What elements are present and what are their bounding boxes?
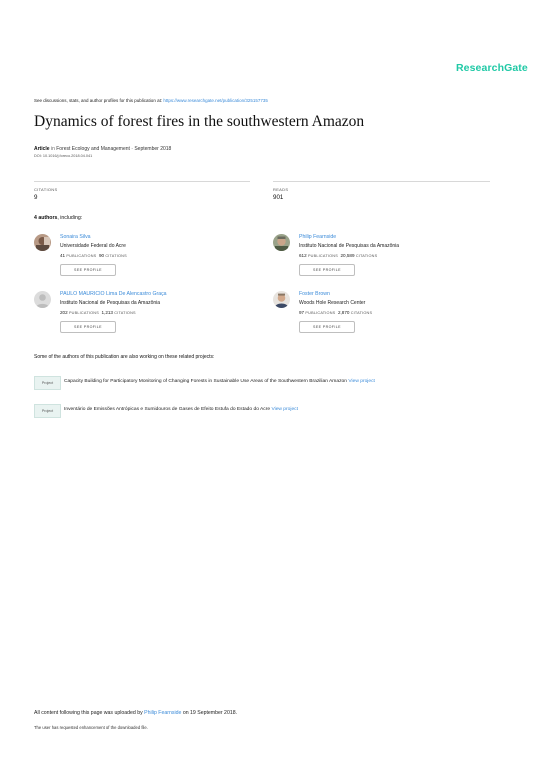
project-item: [64, 407, 298, 412]
author-stats: [299, 253, 377, 258]
author-affiliation: Instituto Nacional de Pesquisas da Amazônia: [60, 300, 161, 306]
see-discussions-text: See discussions, stats, and author profiles for this publication at:: [34, 98, 164, 103]
project-item: [64, 379, 375, 384]
author-citations-count: 20,589: [340, 253, 355, 258]
author-publications-count: 97: [299, 310, 305, 315]
project-badge: Project: [34, 376, 61, 390]
uploader-name-link[interactable]: Philip Fearnside: [144, 710, 182, 716]
author-name[interactable]: Philip Fearnside: [299, 234, 337, 240]
journal-date: Forest Ecology and Management · September 2018: [56, 146, 172, 152]
author-card-philip-fearnside: [273, 234, 503, 286]
author-card-foster-brown: [273, 291, 503, 343]
publications-label: PUBLICATIONS: [68, 311, 99, 315]
author-citations-count: 1,213: [101, 310, 113, 315]
uploaded-date: on 19 September 2018.: [181, 710, 238, 716]
authors-count: 4 authors: [34, 215, 58, 221]
article-type: Article: [34, 146, 50, 152]
publications-label: PUBLICATIONS: [66, 254, 97, 258]
author-card-paulo-mauricio: [34, 291, 264, 343]
authors-including: , including:: [57, 215, 83, 221]
reads-label: READS: [273, 187, 289, 192]
in-word: in: [50, 146, 55, 152]
related-projects-heading: Some of the authors of this publication are also working on these related projects:: [34, 354, 215, 360]
author-citations-count: 90: [98, 253, 105, 258]
author-citations-count: 2,870: [337, 310, 350, 315]
author-name[interactable]: PAULO MAURICIO Lima De Alencastro Graça: [60, 291, 167, 297]
researchgate-logo[interactable]: ResearchGate: [456, 62, 528, 74]
author-stats: [60, 253, 127, 258]
project-badge: Project: [34, 404, 61, 418]
author-publications-count: 202: [60, 310, 68, 315]
uploaded-by-line: [34, 710, 237, 716]
publication-title: Dynamics of forest fires in the southwestern Amazon: [34, 113, 365, 130]
author-publications-count: 41: [60, 253, 66, 258]
uploaded-prefix: All content following this page was uploaded by: [34, 710, 145, 716]
authors-heading: [34, 215, 82, 221]
default-avatar-icon[interactable]: [34, 291, 51, 308]
doi-text: DOI: 10.1016/j.foreco.2018.04.041: [34, 154, 93, 158]
citations-label: CITATIONS: [350, 311, 373, 315]
see-profile-button[interactable]: SEE PROFILE: [299, 264, 355, 276]
project-title: Capacity Building for Participatory Monitoring of Changing Forests in Sustainable Use Areas of the Southwestern Brazilian Amazon: [64, 379, 347, 384]
citations-value: 9: [34, 194, 38, 201]
author-stats: [299, 310, 372, 315]
see-profile-button[interactable]: SEE PROFILE: [60, 264, 116, 276]
enhancement-note: The user has requested enhancement of the downloaded file.: [34, 725, 148, 730]
view-project-link[interactable]: View project: [348, 379, 375, 384]
citations-label: CITATIONS: [355, 254, 378, 258]
author-avatar[interactable]: [273, 234, 290, 251]
author-card-sonaira-silva: [34, 234, 264, 286]
citations-label: CITATIONS: [114, 311, 136, 315]
author-name[interactable]: Sonaira Silva: [60, 234, 91, 240]
see-profile-button[interactable]: SEE PROFILE: [60, 321, 116, 333]
reads-divider: [273, 181, 490, 182]
publications-label: PUBLICATIONS: [307, 254, 338, 258]
author-name[interactable]: Foster Brown: [299, 291, 330, 297]
author-stats: [60, 310, 136, 315]
publication-meta: [34, 146, 171, 152]
publications-label: PUBLICATIONS: [305, 311, 336, 315]
see-discussions-line: [34, 98, 268, 103]
author-avatar[interactable]: [34, 234, 51, 251]
author-affiliation: Woods Hole Research Center: [299, 300, 366, 306]
citations-label: CITATIONS: [34, 187, 58, 192]
reads-value: 901: [273, 194, 284, 201]
citations-label: CITATIONS: [105, 254, 127, 258]
author-affiliation: Instituto Nacional de Pesquisas da Amazônia: [299, 243, 400, 249]
publication-url-link[interactable]: https://www.researchgate.net/publication/325157735: [163, 98, 268, 103]
author-affiliation: Universidade Federal do Acre: [60, 243, 126, 249]
see-profile-button[interactable]: SEE PROFILE: [299, 321, 355, 333]
citations-divider: [34, 181, 250, 182]
author-avatar[interactable]: [273, 291, 290, 308]
project-title: Inventário de Emissões Antrópicas e Sumidouros de Gases de Efeito Estufa do Estado do Acre: [64, 407, 271, 412]
author-publications-count: 612: [299, 253, 307, 258]
view-project-link[interactable]: View project: [271, 407, 298, 412]
